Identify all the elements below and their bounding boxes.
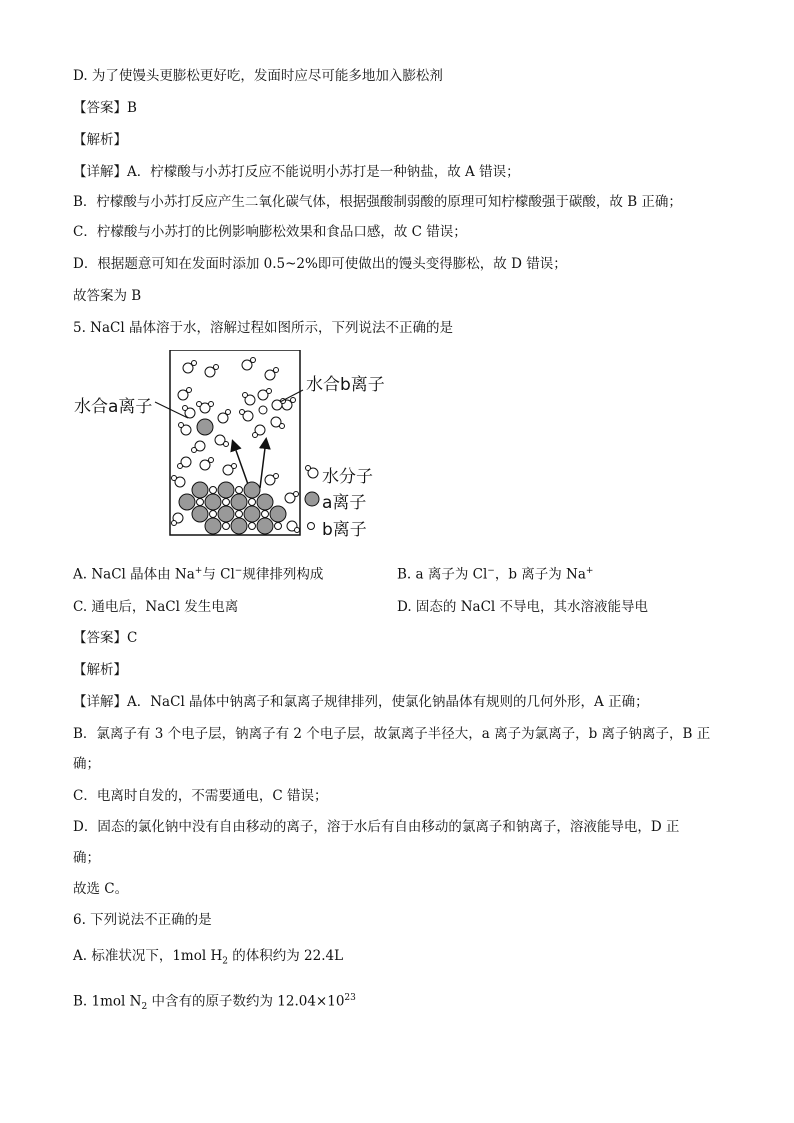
- q6-option-a: A. 标准状况下，1mol $H_2$ 的体积约为 22.4L: [73, 948, 344, 967]
- q5-option-d: D. 固态的 NaCl 不导电，其水溶液能导电: [397, 599, 649, 615]
- q5-option-a: A. NaCl 晶体由 Na+与 Cl−规律排列构成: [73, 566, 324, 583]
- q5-detail-b-1: B．氯离子有 3 个电子层，钠离子有 2 个电子层，故氯离子半径大，a 离子为氯离子，b 离子钠离子，B 正: [73, 726, 711, 742]
- q4-detail-d: D．根据题意可知在发面时添加 0.5~2%即可使做出的馒头变得膨松，故 D 错误；: [73, 256, 567, 272]
- legend-a-icon: [305, 492, 319, 506]
- q5-answer: 【答案】C: [73, 630, 138, 646]
- q5-conclusion: 故选 C。: [73, 881, 129, 897]
- q5-stem: 5. NaCl 晶体溶于水，溶解过程如图所示，下列说法不正确的是: [73, 320, 453, 336]
- legend-a-label: a离子: [322, 493, 367, 513]
- legend-water-label: 水分子: [322, 467, 373, 487]
- q4-option-d: D. 为了使馒头更膨松更好吃，发面时应尽可能多地加入膨松剂: [73, 68, 443, 84]
- q5-option-c: C. 通电后，NaCl 发生电离: [73, 599, 239, 615]
- legend-b-label: b离子: [322, 520, 367, 540]
- q5-option-b: B. a 离子为 Cl−，b 离子为 Na+: [397, 566, 594, 583]
- q4-detail-c: C．柠檬酸与小苏打的比例影响膨松效果和食品口感，故 C 错误；: [73, 224, 467, 240]
- q4-analysis-label: 【解析】: [73, 132, 127, 148]
- water-molecules: [178, 358, 296, 476]
- q5-detail-a: 【详解】A．NaCl 晶体中钠离子和氯离子规律排列，使氯化钠晶体有规则的几何外形，A 正确；: [73, 694, 649, 710]
- q4-conclusion: 故答案为 B: [73, 288, 142, 304]
- legend-water-icon: [306, 466, 319, 479]
- hydrated-a-ion: [179, 402, 231, 453]
- label-hydrated-a: 水合a离子: [74, 397, 153, 417]
- hydrated-b-ion: [240, 389, 286, 438]
- q5-analysis-label: 【解析】: [73, 662, 127, 678]
- q6-stem: 6. 下列说法不正确的是: [73, 912, 212, 928]
- q4-detail-a: 【详解】A．柠檬酸与小苏打反应不能说明小苏打是一种钠盐，故 A 错误；: [73, 164, 520, 180]
- q6-option-b: B. 1mol $N_2$ 中含有的原子数约为 $12.04\times 10^{23}$: [73, 993, 356, 1013]
- label-hydrated-b: 水合b离子: [306, 375, 385, 395]
- nacl-dissolution-figure: [70, 350, 400, 540]
- q4-answer: 【答案】B: [73, 100, 137, 116]
- legend-b-icon: [308, 523, 315, 530]
- nacl-crystal: [172, 474, 300, 535]
- q4-detail-b: B．柠檬酸与小苏打反应产生二氧化碳气体，根据强酸制弱酸的原理可知柠檬酸强于碳酸，故 B 正确；: [73, 194, 682, 210]
- q5-detail-c: C．电离时自发的，不需要通电，C 错误；: [73, 788, 328, 804]
- q5-detail-b-2: 确；: [73, 756, 100, 772]
- q5-detail-d-2: 确；: [73, 850, 100, 866]
- q5-detail-d-1: D．固态的氯化钠中没有自由移动的离子，溶于水后有自由移动的氯离子和钠离子，溶液能导电，D 正: [73, 819, 680, 835]
